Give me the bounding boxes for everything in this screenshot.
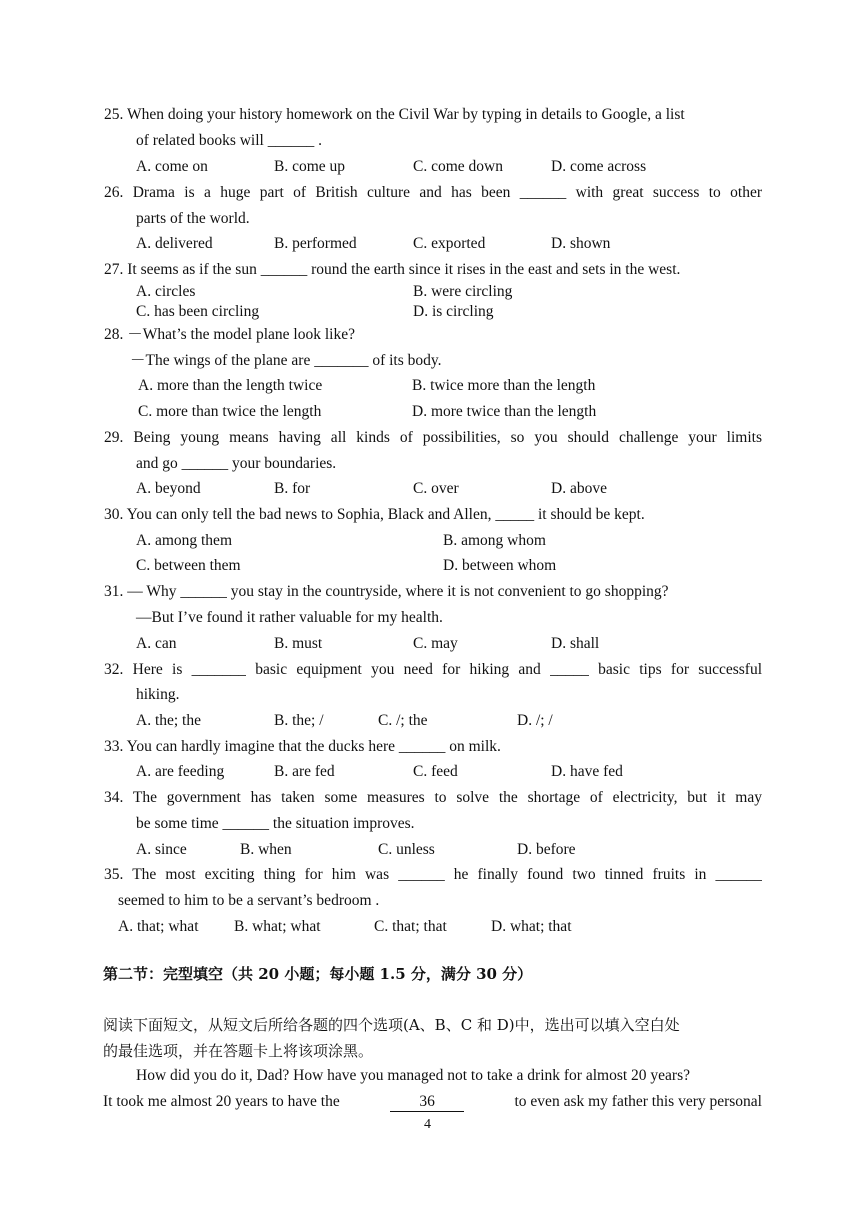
q28-stem-line2: －The wings of the plane are _______ of its body.: [130, 352, 442, 369]
q27-option-d: D. is circling: [413, 303, 494, 320]
q29-option-a: A. beyond: [136, 480, 201, 497]
q29-option-d: D. above: [551, 480, 607, 497]
q28-option-b: B. twice more than the length: [412, 377, 596, 394]
q34-option-b: B. when: [240, 841, 292, 858]
q33-option-c: C. feed: [413, 763, 458, 780]
q35-option-b: B. what; what: [234, 918, 321, 935]
q34-stem-line1: 34. The government has taken some measures to solve the shortage of electricity, but it may: [104, 789, 762, 806]
q26-option-c: C. exported: [413, 235, 486, 252]
q28-option-a: A. more than the length twice: [138, 377, 323, 394]
q26-stem-line2: parts of the world.: [136, 210, 250, 227]
blank-36: 36: [390, 1093, 464, 1112]
q26-option-a: A. delivered: [136, 235, 213, 252]
q29-option-c: C. over: [413, 480, 459, 497]
q31-option-b: B. must: [274, 635, 323, 652]
q25-option-c: C. come down: [413, 158, 503, 175]
q35-stem-line1: 35. The most exciting thing for him was ______ he finally found two tinned fruits in ______: [104, 866, 762, 883]
q30-stem: 30. You can only tell the bad news to Sophia, Black and Allen, _____ it should be kept.: [104, 506, 645, 523]
q33-stem: 33. You can hardly imagine that the ducks here ______ on milk.: [104, 738, 501, 755]
q32-option-a: A. the; the: [136, 712, 201, 729]
page-number: 4: [424, 1117, 431, 1132]
q26-stem-line1: 26. Drama is a huge part of British culture and has been ______ with great success to other: [104, 184, 762, 201]
q33-option-d: D. have fed: [551, 763, 623, 780]
q32-option-c: C. /; the: [378, 712, 428, 729]
passage-line1: How did you do it, Dad? How have you managed not to take a drink for almost 20 years?: [136, 1067, 690, 1084]
q30-option-c: C. between them: [136, 557, 241, 574]
q30-option-b: B. among whom: [443, 532, 546, 549]
q26-option-b: B. performed: [274, 235, 357, 252]
q31-option-c: C. may: [413, 635, 458, 652]
q26-option-d: D. shown: [551, 235, 611, 252]
q34-option-a: A. since: [136, 841, 187, 858]
q28-stem-line1: 28. －What’s the model plane look like?: [104, 326, 355, 343]
q25-option-d: D. come across: [551, 158, 647, 175]
q31-option-d: D. shall: [551, 635, 600, 652]
q27-option-b: B. were circling: [413, 283, 513, 300]
q31-stem-line2: ―But I’ve found it rather valuable for my health.: [136, 609, 443, 626]
q28-option-d: D. more twice than the length: [412, 403, 597, 420]
q35-stem-line2: seemed to him to be a servant’s bedroom .: [118, 892, 380, 909]
q35-option-d: D. what; that: [491, 918, 572, 935]
q32-stem-line1: 32. Here is _______ basic equipment you need for hiking and _____ basic tips for successful: [104, 661, 762, 678]
q32-option-d: D. /; /: [517, 712, 553, 729]
q33-option-a: A. are feeding: [136, 763, 225, 780]
q25-stem-line2: of related books will ______ .: [136, 132, 322, 149]
q29-option-b: B. for: [274, 480, 311, 497]
q33-option-b: B. are fed: [274, 763, 335, 780]
q34-option-c: C. unless: [378, 841, 435, 858]
q34-stem-line2: be some time ______ the situation improves.: [136, 815, 415, 832]
q27-option-a: A. circles: [136, 283, 196, 300]
q29-stem-line1: 29. Being young means having all kinds of possibilities, so you should challenge your limits: [104, 429, 762, 446]
q31-option-a: A. can: [136, 635, 177, 652]
q35-option-c: C. that; that: [374, 918, 447, 935]
section2-heading: 第二节：完型填空（共 20 小题；每小题 1.5 分，满分 30 分）: [103, 965, 533, 983]
q30-option-a: A. among them: [136, 532, 232, 549]
passage-line2-before: It took me almost 20 years to have the: [103, 1093, 340, 1110]
q30-option-d: D. between whom: [443, 557, 557, 574]
q25-stem-line1: 25. When doing your history homework on the Civil War by typing in details to Google, a list: [104, 106, 685, 123]
section2-instruction-line2: 的最佳选项，并在答题卡上将该项涂黑。: [103, 1042, 374, 1060]
q32-stem-line2: hiking.: [136, 686, 180, 703]
q31-stem-line1: 31. ― Why ______ you stay in the countryside, where it is not convenient to go shopping?: [104, 583, 669, 600]
q25-option-b: B. come up: [274, 158, 346, 175]
q32-option-b: B. the; /: [274, 712, 324, 729]
q35-option-a: A. that; what: [118, 918, 199, 935]
q27-option-c: C. has been circling: [136, 303, 260, 320]
section2-instruction-line1: 阅读下面短文，从短文后所给各题的四个选项(A、B、C 和 D)中，选出可以填入空白处: [103, 1016, 680, 1034]
q27-stem: 27. It seems as if the sun ______ round the earth since it rises in the east and sets in the west.: [104, 261, 681, 278]
q28-option-c: C. more than twice the length: [138, 403, 322, 420]
passage-line2-after: to even ask my father this very personal: [514, 1093, 762, 1110]
q29-stem-line2: and go ______ your boundaries.: [136, 455, 337, 472]
q25-option-a: A. come on: [136, 158, 208, 175]
q34-option-d: D. before: [517, 841, 576, 858]
passage-line2: [103, 1093, 762, 1112]
